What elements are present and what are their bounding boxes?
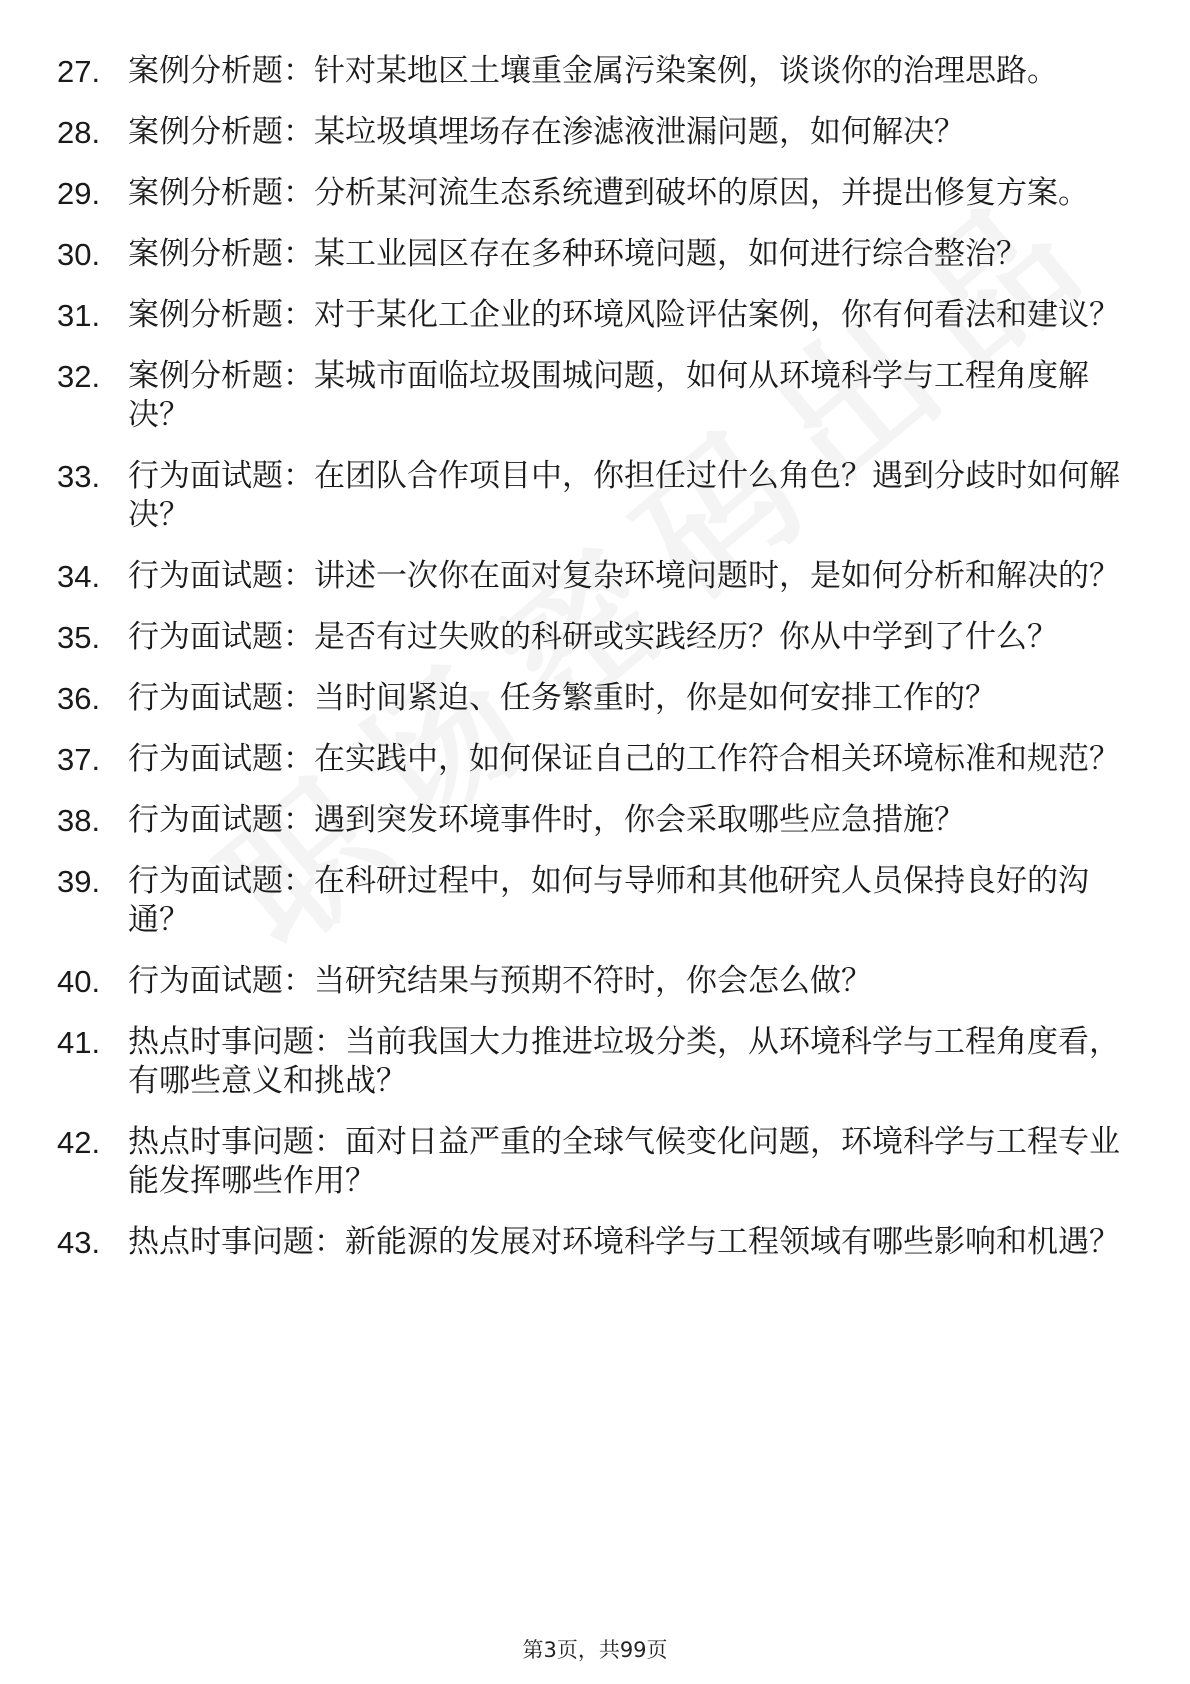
- question-number: 27.: [57, 54, 101, 89]
- question-number: 42.: [57, 1125, 101, 1160]
- question-text: 行为面试题：在科研过程中，如何与导师和其他研究人员保持良好的沟通？: [128, 863, 1089, 938]
- question-item: [0, 1223, 1190, 1262]
- question-text: 行为面试题：在实践中，如何保证自己的工作符合相关环境标准和规范？: [128, 741, 1120, 777]
- question-number: 37.: [57, 742, 101, 777]
- question-number: 36.: [57, 681, 101, 716]
- question-text: 行为面试题：当时间紧迫、任务繁重时，你是如何安排工作的？: [128, 680, 996, 716]
- question-text: 行为面试题：遇到突发环境事件时，你会采取哪些应急措施？: [128, 802, 965, 838]
- question-text: 案例分析题：对于某化工企业的环境风险评估案例，你有何看法和建议？: [128, 297, 1120, 333]
- question-text: 案例分析题：某城市面临垃圾围城问题，如何从环境科学与工程角度解决？: [128, 358, 1089, 433]
- question-number: 29.: [57, 176, 101, 211]
- question-number: 41.: [57, 1025, 101, 1060]
- question-number: 39.: [57, 864, 101, 899]
- question-item: [0, 962, 1190, 1001]
- question-text: 行为面试题：讲述一次你在面对复杂环境问题时，是如何分析和解决的？: [128, 558, 1120, 594]
- question-item: [0, 801, 1190, 840]
- question-item: [0, 618, 1190, 657]
- question-item: [0, 862, 1190, 940]
- question-number: 35.: [57, 620, 101, 655]
- question-item: [0, 296, 1190, 335]
- question-item: [0, 235, 1190, 274]
- question-item: [0, 52, 1190, 91]
- question-list: [0, 52, 1190, 1284]
- question-number: 32.: [57, 359, 101, 394]
- question-text: 热点时事问题：当前我国大力推进垃圾分类，从环境科学与工程角度看，有哪些意义和挑战？: [128, 1024, 1120, 1099]
- question-item: [0, 679, 1190, 718]
- question-number: 38.: [57, 803, 101, 838]
- question-text: 行为面试题：在团队合作项目中，你担任过什么角色？遇到分歧时如何解决？: [128, 458, 1120, 533]
- question-item: [0, 357, 1190, 435]
- question-text: 行为面试题：当研究结果与预期不符时，你会怎么做？: [128, 963, 872, 999]
- question-item: [0, 1123, 1190, 1201]
- question-item: [0, 113, 1190, 152]
- question-text: 案例分析题：针对某地区土壤重金属污染案例，谈谈你的治理思路。: [128, 53, 1058, 89]
- question-text: 热点时事问题：面对日益严重的全球气候变化问题，环境科学与工程专业能发挥哪些作用？: [128, 1124, 1120, 1199]
- question-number: 40.: [57, 964, 101, 999]
- page-number-label: 第3页，共99页: [522, 1638, 668, 1662]
- question-item: [0, 740, 1190, 779]
- question-text: 案例分析题：某垃圾填埋场存在渗滤液泄漏问题，如何解决？: [128, 114, 965, 150]
- question-item: [0, 557, 1190, 596]
- question-text: 行为面试题：是否有过失败的科研或实践经历？你从中学到了什么？: [128, 619, 1058, 655]
- question-number: 30.: [57, 237, 101, 272]
- question-item: [0, 457, 1190, 535]
- question-number: 43.: [57, 1225, 101, 1260]
- question-text: 热点时事问题：新能源的发展对环境科学与工程领域有哪些影响和机遇？: [128, 1224, 1120, 1260]
- question-text: 案例分析题：某工业园区存在多种环境问题，如何进行综合整治？: [128, 236, 1027, 272]
- question-number: 31.: [57, 298, 101, 333]
- question-number: 34.: [57, 559, 101, 594]
- question-item: [0, 1023, 1190, 1101]
- page-footer: [0, 1634, 1190, 1664]
- question-item: [0, 174, 1190, 213]
- question-number: 33.: [57, 459, 101, 494]
- question-number: 28.: [57, 115, 101, 150]
- question-text: 案例分析题：分析某河流生态系统遭到破坏的原因，并提出修复方案。: [128, 175, 1089, 211]
